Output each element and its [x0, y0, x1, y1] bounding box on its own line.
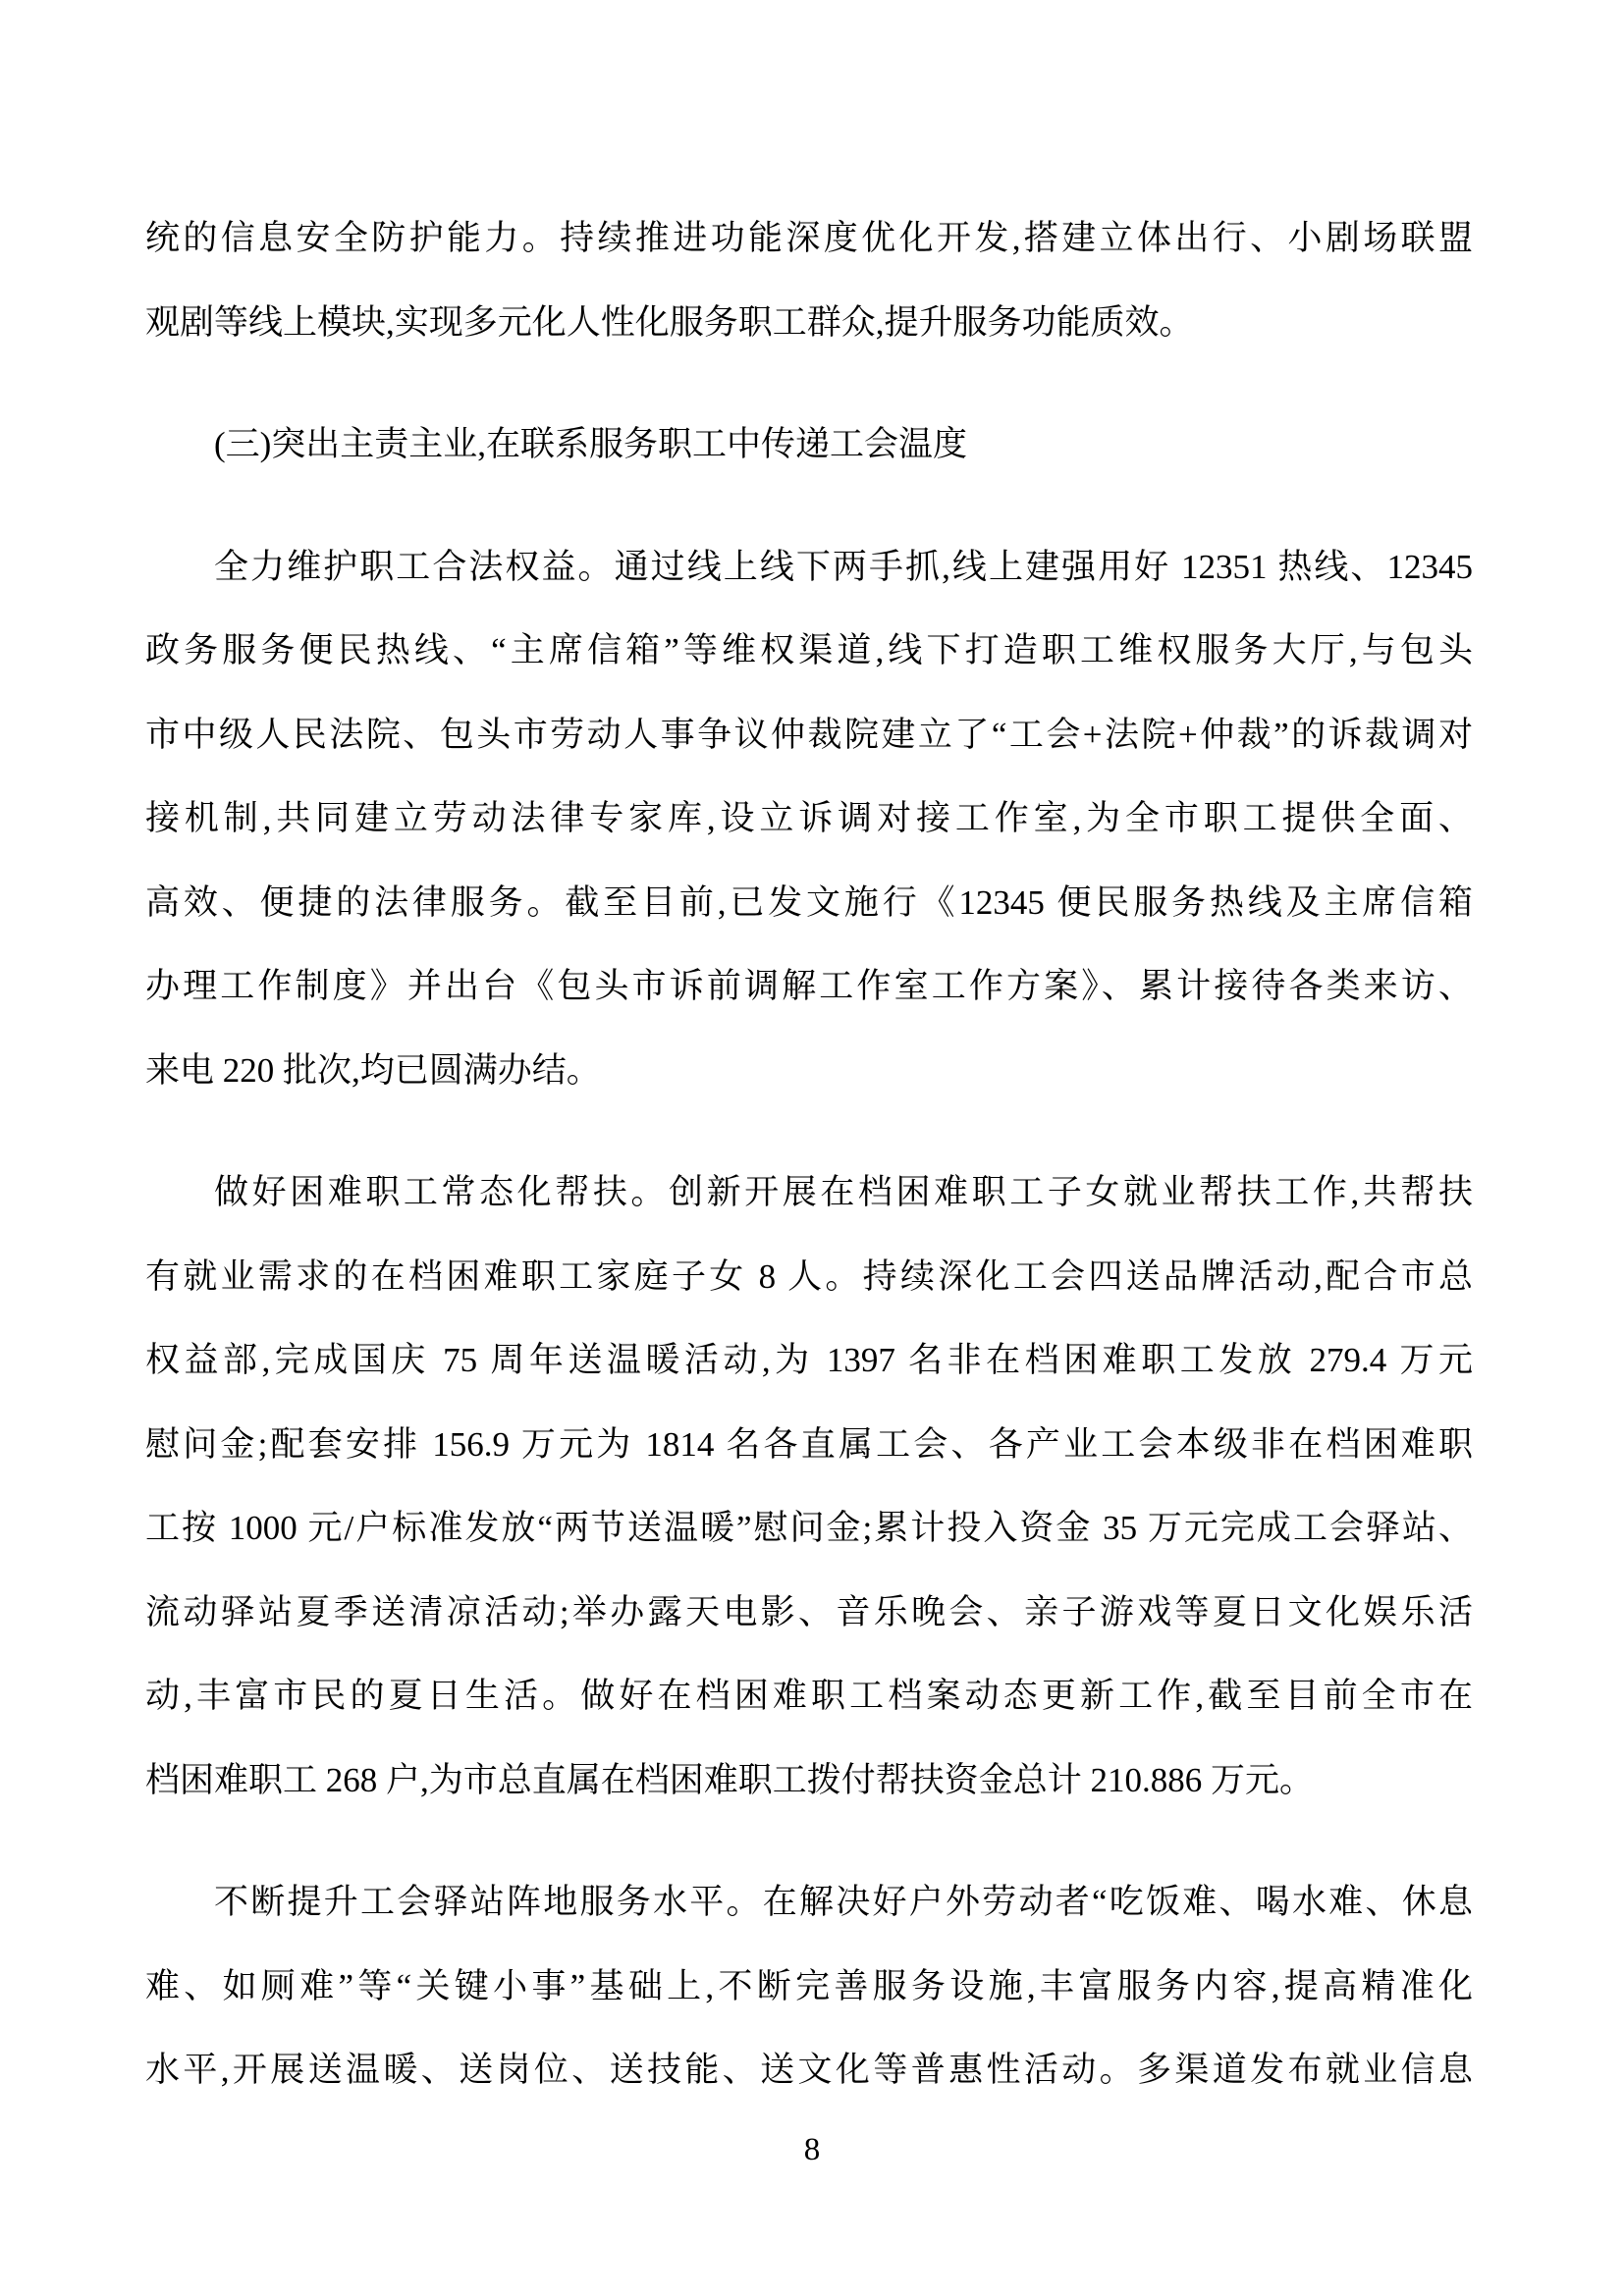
page-number: 8 [803, 2132, 821, 2167]
body-text-line: 慰问金;配套安排 156.9 万元为 1814 名各直属工会、各产业工会本级非在档困难职 [145, 1424, 1473, 1464]
body-text-line: 来电 220 批次,均已圆满办结。 [145, 1050, 601, 1090]
body-text-line: 高效、便捷的法律服务。截至目前,已发文施行《12345 便民服务热线及主席信箱 [145, 882, 1473, 922]
body-text-line: 不断提升工会驿站阵地服务水平。在解决好户外劳动者“吃饭难、喝水难、休息 [214, 1883, 1473, 1921]
body-text-line: 市中级人民法院、包头市劳动人事争议仲裁院建立了“工会+法院+仲裁”的诉裁调对 [145, 715, 1473, 754]
body-text-line: 难、如厕难”等“关键小事”基础上,不断完善服务设施,丰富服务内容,提高精准化 [145, 1966, 1473, 2005]
paragraph-assistance-work [145, 1150, 1473, 1822]
paragraph-rights-protection [145, 525, 1473, 1113]
body-text-line: 有就业需求的在档困难职工家庭子女 8 人。持续深化工会四送品牌活动,配合市总 [145, 1256, 1473, 1296]
body-text-line: 档困难职工 268 户,为市总直属在档困难职工拨付帮扶资金总计 210.886 万元。 [145, 1760, 1315, 1799]
section-heading [145, 402, 1473, 487]
body-text-line: 流动驿站夏季送清凉活动;举办露天电影、音乐晚会、亲子游戏等夏日文化娱乐活 [145, 1592, 1473, 1631]
body-text-line: 做好困难职工常态化帮扶。创新开展在档困难职工子女就业帮扶工作,共帮扶 [214, 1173, 1473, 1211]
body-text-line: 权益部,完成国庆 75 周年送温暖活动,为 1397 名非在档困难职工发放 279.4 万元 [145, 1341, 1473, 1379]
body-text-line: 工按 1000 元/户标准发放“两节送温暖”慰问金;累计投入资金 35 万元完成工会驿站、 [145, 1509, 1473, 1547]
paragraph-continuation [145, 196, 1473, 364]
body-text-line: 全力维护职工合法权益。通过线上线下两手抓,线上建强用好 12351 热线、12345 [214, 547, 1473, 586]
body-text-line: 动,丰富市民的夏日生活。做好在档困难职工档案动态更新工作,截至目前全市在 [145, 1677, 1473, 1715]
body-text-line: 接机制,共同建立劳动法律专家库,设立诉调对接工作室,为全市职工提供全面、 [145, 799, 1473, 837]
page-footer [0, 2132, 1624, 2167]
section-heading-line: (三)突出主责主业,在联系服务职工中传递工会温度 [214, 425, 968, 463]
document-body [145, 196, 1473, 2112]
body-text-line: 办理工作制度》并出台《包头市诉前调解工作室工作方案》、累计接待各类来访、 [145, 967, 1473, 1005]
body-text-line: 水平,开展送温暖、送岗位、送技能、送文化等普惠性活动。多渠道发布就业信息 [145, 2051, 1473, 2089]
paragraph-service-stations [145, 1860, 1473, 2112]
body-text-line: 观剧等线上模块,实现多元化人性化服务职工群众,提升服务功能质效。 [145, 302, 1194, 342]
body-text-line: 政务服务便民热线、“主席信箱”等维权渠道,线下打造职工维权服务大厅,与包头 [145, 631, 1473, 669]
body-text-line: 统的信息安全防护能力。持续推进功能深度优化开发,搭建立体出行、小剧场联盟 [145, 219, 1473, 257]
